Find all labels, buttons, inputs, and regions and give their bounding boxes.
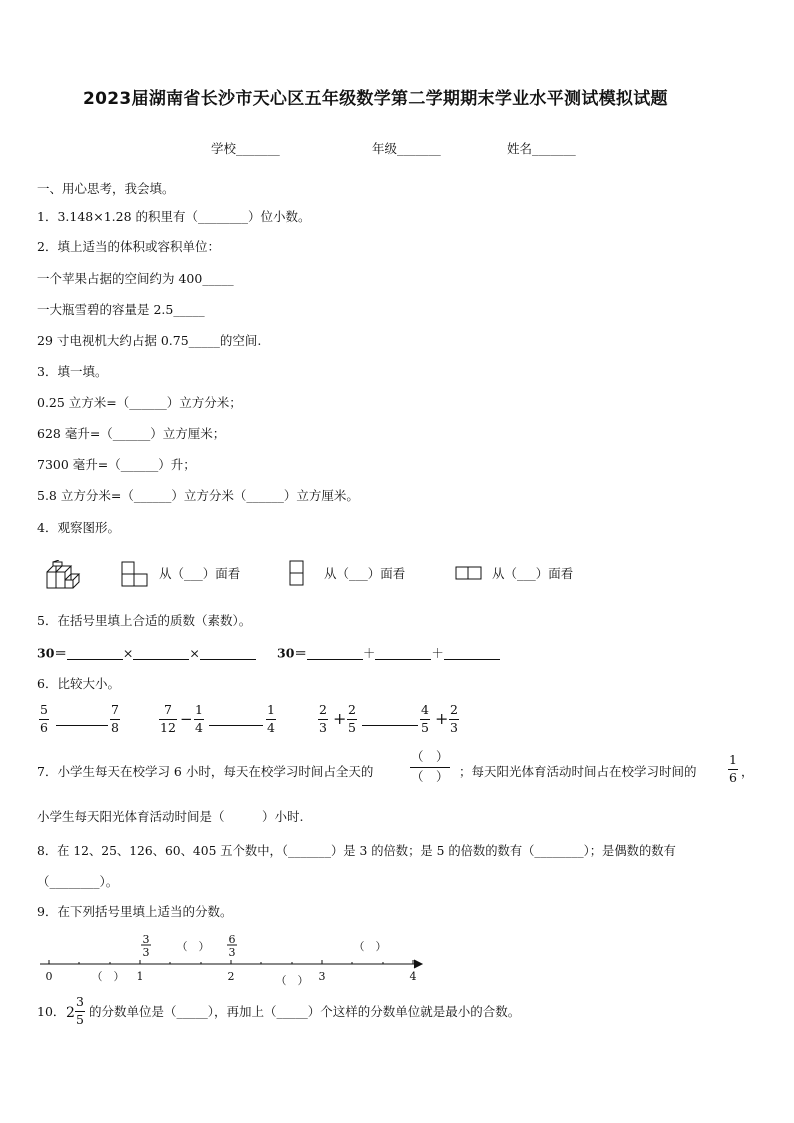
- fraction-b-den: 3: [228, 946, 236, 959]
- view-label-1: 从（___）面看: [159, 566, 241, 581]
- tick-label-1: 1: [136, 970, 144, 983]
- question-3-line-4: 5.8 立方分米=（______）立方分米（______）立方厘米。: [37, 488, 359, 503]
- question-5-eq-1: [37, 647, 256, 660]
- fraction: 1 4: [267, 702, 275, 735]
- name-field[interactable]: 姓名_______: [507, 141, 576, 156]
- question-7-line-2: 小学生每天阳光体育活动时间是（ ）小时.: [37, 809, 304, 824]
- fraction: 7 8: [111, 702, 119, 735]
- fraction: 4 5: [421, 702, 429, 735]
- comma: ，: [741, 764, 754, 779]
- grade-field[interactable]: 年级_______: [372, 141, 441, 156]
- tick-label-0: 0: [45, 970, 53, 983]
- question-5-eq-2: [277, 647, 500, 660]
- view-shape-2: [289, 560, 305, 586]
- question-8-line-2: （________）。: [37, 874, 119, 889]
- answer-fraction-blank[interactable]: （ ） （ ）: [411, 749, 449, 784]
- view-shape-3: [455, 566, 483, 581]
- tick-label-4: 4: [409, 970, 417, 983]
- fraction: 2 5: [348, 702, 356, 735]
- fraction: 2 3: [319, 702, 327, 735]
- compare-blank[interactable]: [56, 725, 108, 726]
- question-3-line-2: 628 毫升=（______）立方厘米；: [37, 426, 226, 441]
- view-label-3: 从（___）面看: [492, 566, 574, 581]
- fraction: 7 12: [160, 702, 176, 735]
- question-5-stem: 5．在括号里填上合适的质数（素数）。: [37, 613, 252, 628]
- times-sign: ×: [122, 645, 134, 661]
- question-2-line-3: 29 寸电视机大约占据 0.75_____的空间.: [37, 333, 262, 348]
- fraction-a-num: 3: [142, 933, 150, 946]
- answer-blank[interactable]: （ ）: [275, 974, 309, 987]
- question-6-stem: 6．比较大小。: [37, 676, 120, 691]
- question-9-stem: 9．在下列括号里填上适当的分数。: [37, 904, 233, 919]
- eq2-lhs: 30＝: [277, 645, 307, 661]
- question-2-stem: 2．填上适当的体积或容积单位：: [37, 239, 220, 254]
- question-3-stem: 3．填一填。: [37, 364, 108, 379]
- eq1-lhs: 30＝: [37, 645, 67, 661]
- cube-solid-figure: [45, 560, 81, 590]
- page-title: 2023届湖南省长沙市天心区五年级数学第二学期期末学业水平测试模拟试题: [83, 89, 668, 109]
- fraction: 5 6: [40, 702, 48, 735]
- question-4-stem: 4．观察图形。: [37, 520, 120, 535]
- question-2-line-2: 一大瓶雪碧的容量是 2.5_____: [37, 302, 205, 317]
- answer-blank[interactable]: （ ）: [353, 940, 387, 953]
- number-line: [38, 932, 428, 990]
- question-7-part-2: ；每天阳光体育活动时间占在校学习时间的: [459, 764, 697, 779]
- plus-sign: ＋: [362, 645, 376, 661]
- fraction: 1 6: [729, 752, 737, 785]
- answer-blank[interactable]: （ ）: [91, 970, 125, 983]
- tick-label-3: 3: [318, 970, 326, 983]
- question-3-line-3: 7300 毫升=（______）升；: [37, 457, 196, 472]
- prime-blank[interactable]: [375, 647, 431, 660]
- question-2-line-1: 一个苹果占据的空间约为 400_____: [37, 271, 234, 286]
- fraction-b-num: 6: [228, 933, 236, 946]
- fraction: 3 5: [76, 994, 84, 1027]
- prime-blank[interactable]: [200, 647, 256, 660]
- prime-blank[interactable]: [67, 647, 123, 660]
- question-3-line-1: 0.25 立方米=（______）立方分米；: [37, 395, 242, 410]
- times-sign: ×: [189, 645, 200, 661]
- prime-blank[interactable]: [133, 647, 189, 660]
- question-10-text: 的分数单位是（_____），再加上（_____）个这样的分数单位就是最小的合数。: [89, 1004, 521, 1019]
- minus-sign: −: [180, 710, 193, 728]
- fraction: 2 3: [450, 702, 458, 735]
- mixed-number-whole: 2: [66, 1005, 75, 1021]
- fraction: 1 4: [195, 702, 203, 735]
- question-10-number: 10．: [37, 1004, 66, 1019]
- plus-sign: +: [435, 709, 449, 728]
- prime-blank[interactable]: [444, 647, 500, 660]
- tick-label-2: 2: [227, 970, 235, 983]
- question-8-line-1: 8．在 12、25、126、60、405 五个数中，（_______）是 3 的倍数；是 5 的倍数的数有（________）；是偶数的数有: [37, 844, 676, 858]
- prime-blank[interactable]: [307, 647, 363, 660]
- school-field[interactable]: 学校_______: [211, 141, 280, 156]
- fraction-a-den: 3: [142, 946, 150, 959]
- view-label-2: 从（___）面看: [324, 566, 406, 581]
- answer-blank[interactable]: （ ）: [176, 940, 210, 953]
- plus-sign: +: [333, 709, 347, 728]
- section-heading: 一、用心思考，我会填。: [37, 181, 175, 196]
- plus-sign: ＋: [431, 645, 444, 661]
- compare-blank[interactable]: [209, 725, 263, 726]
- question-7-part-1: 7．小学生每天在校学习 6 小时，每天在校学习时间占全天的: [37, 764, 374, 779]
- question-1: 1．3.148×1.28 的积里有（________）位小数。: [37, 209, 311, 224]
- view-shape-1: [121, 561, 149, 587]
- compare-blank[interactable]: [362, 725, 418, 726]
